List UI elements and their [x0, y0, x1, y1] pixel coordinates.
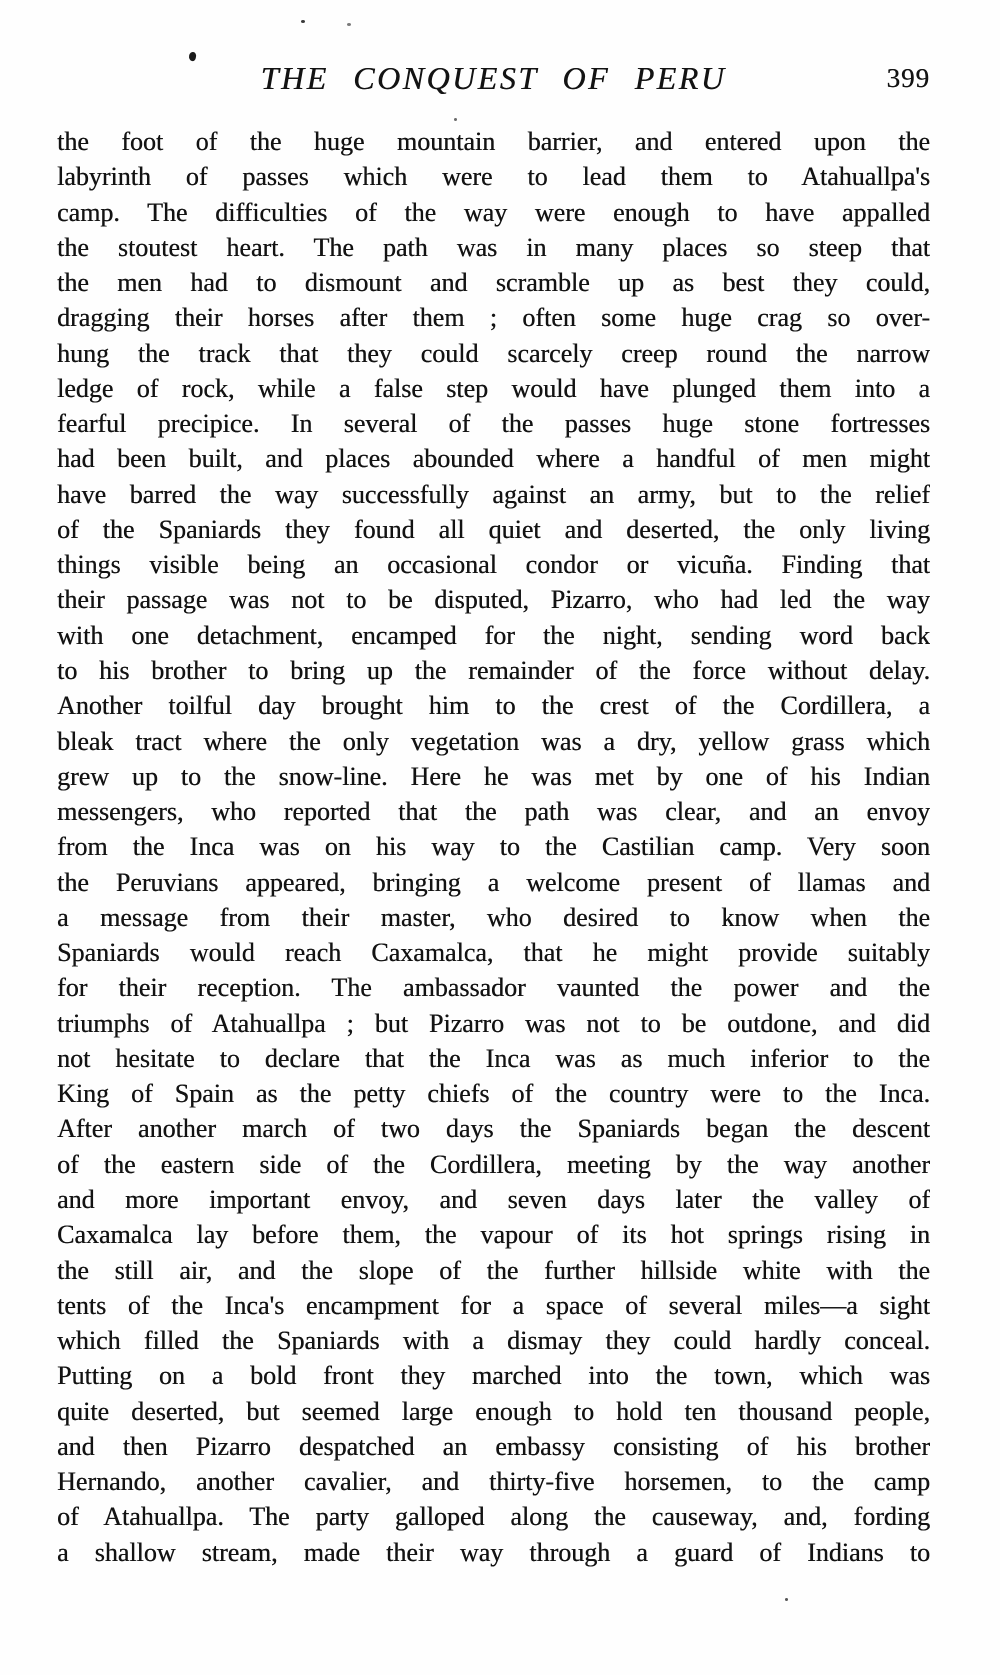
- text-line: things visible being an occasional condor or vicuña. Finding that: [57, 550, 930, 580]
- text-line: a message from their master, who desired to know when the: [57, 902, 930, 932]
- text-line: camp. The difficulties of the way were enough to have appalled: [57, 197, 930, 227]
- text-line: had been built, and places abounded where a handful of men might: [57, 444, 930, 474]
- text-line: a shallow stream, made their way through a guard of Indians to: [57, 1537, 930, 1567]
- page-number: 399: [886, 63, 930, 93]
- text-line: the still air, and the slope of the further hillside white with the: [57, 1255, 930, 1285]
- text-line: Hernando, another cavalier, and thirty-five horsemen, to the camp: [57, 1467, 930, 1497]
- text-line: Another toilful day brought him to the crest of the Cordillera, a: [57, 691, 930, 721]
- text-line: their passage was not to be disputed, Pizarro, who had led the way: [57, 585, 930, 615]
- text-line: the foot of the huge mountain barrier, and entered upon the: [57, 127, 930, 156]
- text-line: of the eastern side of the Cordillera, meeting by the way another: [57, 1149, 930, 1179]
- text-line: Putting on a bold front they marched into the town, which was: [57, 1361, 930, 1391]
- text-line: have barred the way successfully against an army, but to the relief: [57, 479, 930, 509]
- text-line: grew up to the snow-line. Here he was met by one of his Indian: [57, 761, 930, 791]
- scan-speck: [347, 23, 351, 26]
- text-line: Spaniards would reach Caxamalca, that he might provide suitably: [57, 938, 930, 968]
- text-line: of the Spaniards they found all quiet and deserted, the only living: [57, 514, 930, 544]
- text-line: to his brother to bring up the remainder of the force without delay.: [57, 655, 930, 685]
- running-head: [57, 56, 930, 100]
- text-line: and more important envoy, and seven days later the valley of: [57, 1184, 930, 1214]
- scan-speck: [454, 118, 457, 121]
- scan-speck: [785, 1598, 788, 1601]
- text-line: fearful precipice. In several of the passes huge stone fortresses: [57, 409, 930, 439]
- text-line: and then Pizarro despatched an embassy consisting of his brother: [57, 1431, 930, 1461]
- running-head-title: THE CONQUEST OF PERU: [260, 60, 727, 96]
- text-line: hung the track that they could scarcely creep round the narrow: [57, 338, 930, 368]
- text-line: triumphs of Atahuallpa ; but Pizarro was not to be outdone, and did: [57, 1008, 930, 1038]
- text-line: of Atahuallpa. The party galloped along the causeway, and, fording: [57, 1502, 930, 1532]
- text-line: with one detachment, encamped for the night, sending word back: [57, 620, 930, 650]
- text-line: dragging their horses after them ; often some huge crag so over-: [57, 303, 930, 333]
- scan-speck: [301, 20, 305, 23]
- text-line: for their reception. The ambassador vaunted the power and the: [57, 973, 930, 1003]
- text-line: King of Spain as the petty chiefs of the country were to the Inca.: [57, 1079, 930, 1109]
- text-line: messengers, who reported that the path was clear, and an envoy: [57, 797, 930, 827]
- text-line: Caxamalca lay before them, the vapour of its hot springs rising in: [57, 1220, 930, 1250]
- text-line: which filled the Spaniards with a dismay they could hardly conceal.: [57, 1326, 930, 1356]
- text-line: the Peruvians appeared, bringing a welcome present of llamas and: [57, 867, 930, 897]
- text-line: tents of the Inca's encampment for a space of several miles—a sight: [57, 1290, 930, 1320]
- text-line: ledge of rock, while a false step would have plunged them into a: [57, 373, 930, 403]
- body-text: [57, 124, 930, 1570]
- text-line: the stoutest heart. The path was in many places so steep that: [57, 232, 930, 262]
- text-line: bleak tract where the only vegetation was a dry, yellow grass which: [57, 726, 930, 756]
- text-line: labyrinth of passes which were to lead them to Atahuallpa's: [57, 162, 930, 192]
- text-line: not hesitate to declare that the Inca was as much inferior to the: [57, 1043, 930, 1073]
- text-line: from the Inca was on his way to the Castilian camp. Very soon: [57, 832, 930, 862]
- text-line: quite deserted, but seemed large enough to hold ten thousand people,: [57, 1396, 930, 1426]
- text-line: After another march of two days the Spaniards began the descent: [57, 1114, 930, 1144]
- text-line: the men had to dismount and scramble up as best they could,: [57, 268, 930, 298]
